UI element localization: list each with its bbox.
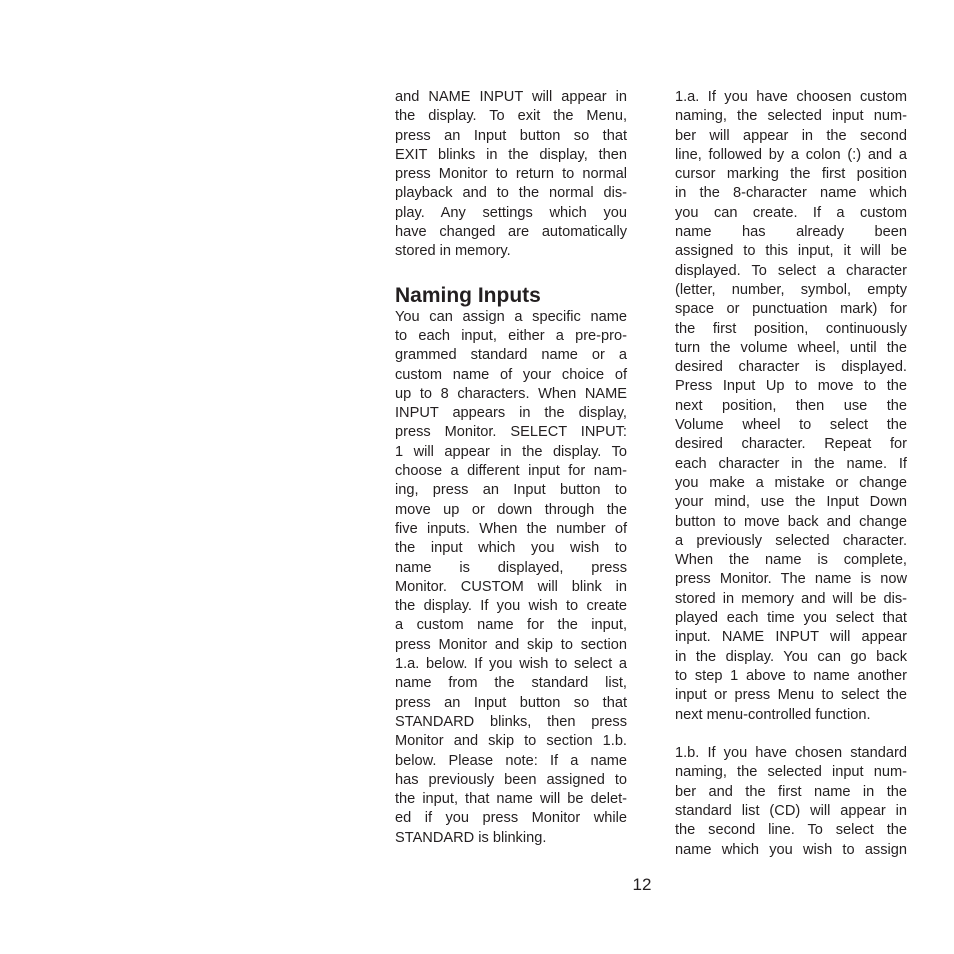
text-line: line, followed by a colon (:) and a [675,146,907,163]
text-line: When the name is complete, [675,552,907,569]
text-line: name which you wish to assign [675,841,907,858]
text-line: the first position, continuously [675,320,907,337]
text-line: press an Input button so that [395,127,627,144]
text-line: in the display. You can go back [675,648,907,665]
right-column [675,88,907,860]
intro-paragraph [395,88,627,262]
text-line: a previously selected character. [675,532,907,549]
text-line: (letter, number, symbol, empty [675,281,907,298]
text-line: below. Please note: If a name [395,752,627,769]
text-line: button to move back and change [675,513,907,530]
text-line: cursor marking the first position [675,166,907,183]
text-line: next position, then use the [675,397,907,414]
text-line: the input which you wish to [395,540,627,557]
text-line: standard list (CD) will appear in [675,802,907,819]
text-line: input or press Menu to select the [675,687,907,704]
text-line: press Monitor and skip to section [395,636,627,653]
standard-naming-paragraph [675,744,907,860]
text-line: to each input, either a pre-pro- [395,327,627,344]
text-line: press an Input button so that [395,694,627,711]
text-line: and NAME INPUT will appear in [395,89,627,105]
text-line: desired character. Repeat for [675,436,907,453]
text-line: Monitor and skip to section 1.b. [395,733,627,750]
text-line: stored in memory. [395,243,511,260]
left-column [395,88,627,848]
text-line: ed if you press Monitor while [395,810,627,827]
text-line: stored in memory and will be dis- [675,590,907,607]
text-line: desired character is displayed. [675,359,907,376]
text-line: the display. To exit the Menu, [395,108,627,125]
text-line: 1 will appear in the display. To [395,443,627,460]
text-line: Monitor. CUSTOM will blink in [395,578,627,595]
text-line: STANDARD blinks, then press [395,713,627,730]
text-line: choose a different input for nam- [395,463,627,480]
text-line: has previously been assigned to [395,771,627,788]
text-line: to step 1 above to name another [675,667,907,684]
text-line: INPUT appears in the display, [395,405,627,422]
text-line: played each time you select that [675,610,907,627]
text-line: You can assign a specific name [395,308,627,325]
text-line: the second line. To select the [675,822,907,839]
text-line: each character in the name. If [675,455,907,472]
text-line: naming, the selected input num- [675,764,907,781]
text-line: your mind, use the Input Down [675,494,907,511]
text-line: up to 8 characters. When NAME [395,385,627,402]
text-line: naming, the selected input num- [675,108,907,125]
text-line: have changed are automatically [395,224,627,241]
text-line: you make a mistake or change [675,474,907,491]
text-line: input. NAME INPUT will appear [675,629,907,646]
section-heading: Naming Inputs [395,283,541,307]
text-line: STANDARD is blinking. [395,829,547,846]
text-line: playback and to the normal dis- [395,185,627,202]
text-line: 1.a. If you have choosen custom [675,89,907,105]
text-line: space or punctuation mark) for [675,301,907,318]
text-line: EXIT blinks in the display, then [395,146,627,163]
text-line: press Monitor to return to normal [395,166,627,183]
text-line: press Monitor. SELECT INPUT: [395,424,627,441]
text-line: next menu-controlled function. [675,706,871,723]
paragraph-gap [675,725,907,744]
text-line: name from the standard list, [395,675,627,692]
text-line: play. Any settings which you [395,204,627,221]
text-line: name has already been [675,224,907,241]
text-line: displayed. To select a character [675,262,907,279]
text-line: Volume wheel to select the [675,417,907,434]
text-line: the input, that name will be delet- [395,791,627,808]
text-line: Press Input Up to move to the [675,378,907,395]
text-line: custom name of your choice of [395,366,627,383]
text-line: 1.b. If you have chosen standard [675,745,907,762]
text-line: a custom name for the input, [395,617,627,634]
text-line: press Monitor. The name is now [675,571,907,588]
text-line: grammed standard name or a [395,347,627,364]
naming-inputs-paragraph [395,308,627,848]
text-line: in the 8-character name which [675,185,907,202]
text-line: you can create. If a custom [675,204,907,221]
page-number: 12 [632,875,652,894]
text-line: ber will appear in the second [675,127,907,144]
text-line: name is displayed, press [395,559,627,576]
text-line: the display. If you wish to create [395,598,627,615]
text-line: 1.a. below. If you wish to select a [395,656,627,673]
custom-naming-paragraph [675,88,907,725]
text-line: assigned to this input, it will be [675,243,907,260]
text-line: move up or down through the [395,501,627,518]
text-line: five inputs. When the number of [395,520,627,537]
text-line: ing, press an Input button to [395,482,627,499]
text-line: turn the volume wheel, until the [675,339,907,356]
text-line: ber and the first name in the [675,783,907,800]
